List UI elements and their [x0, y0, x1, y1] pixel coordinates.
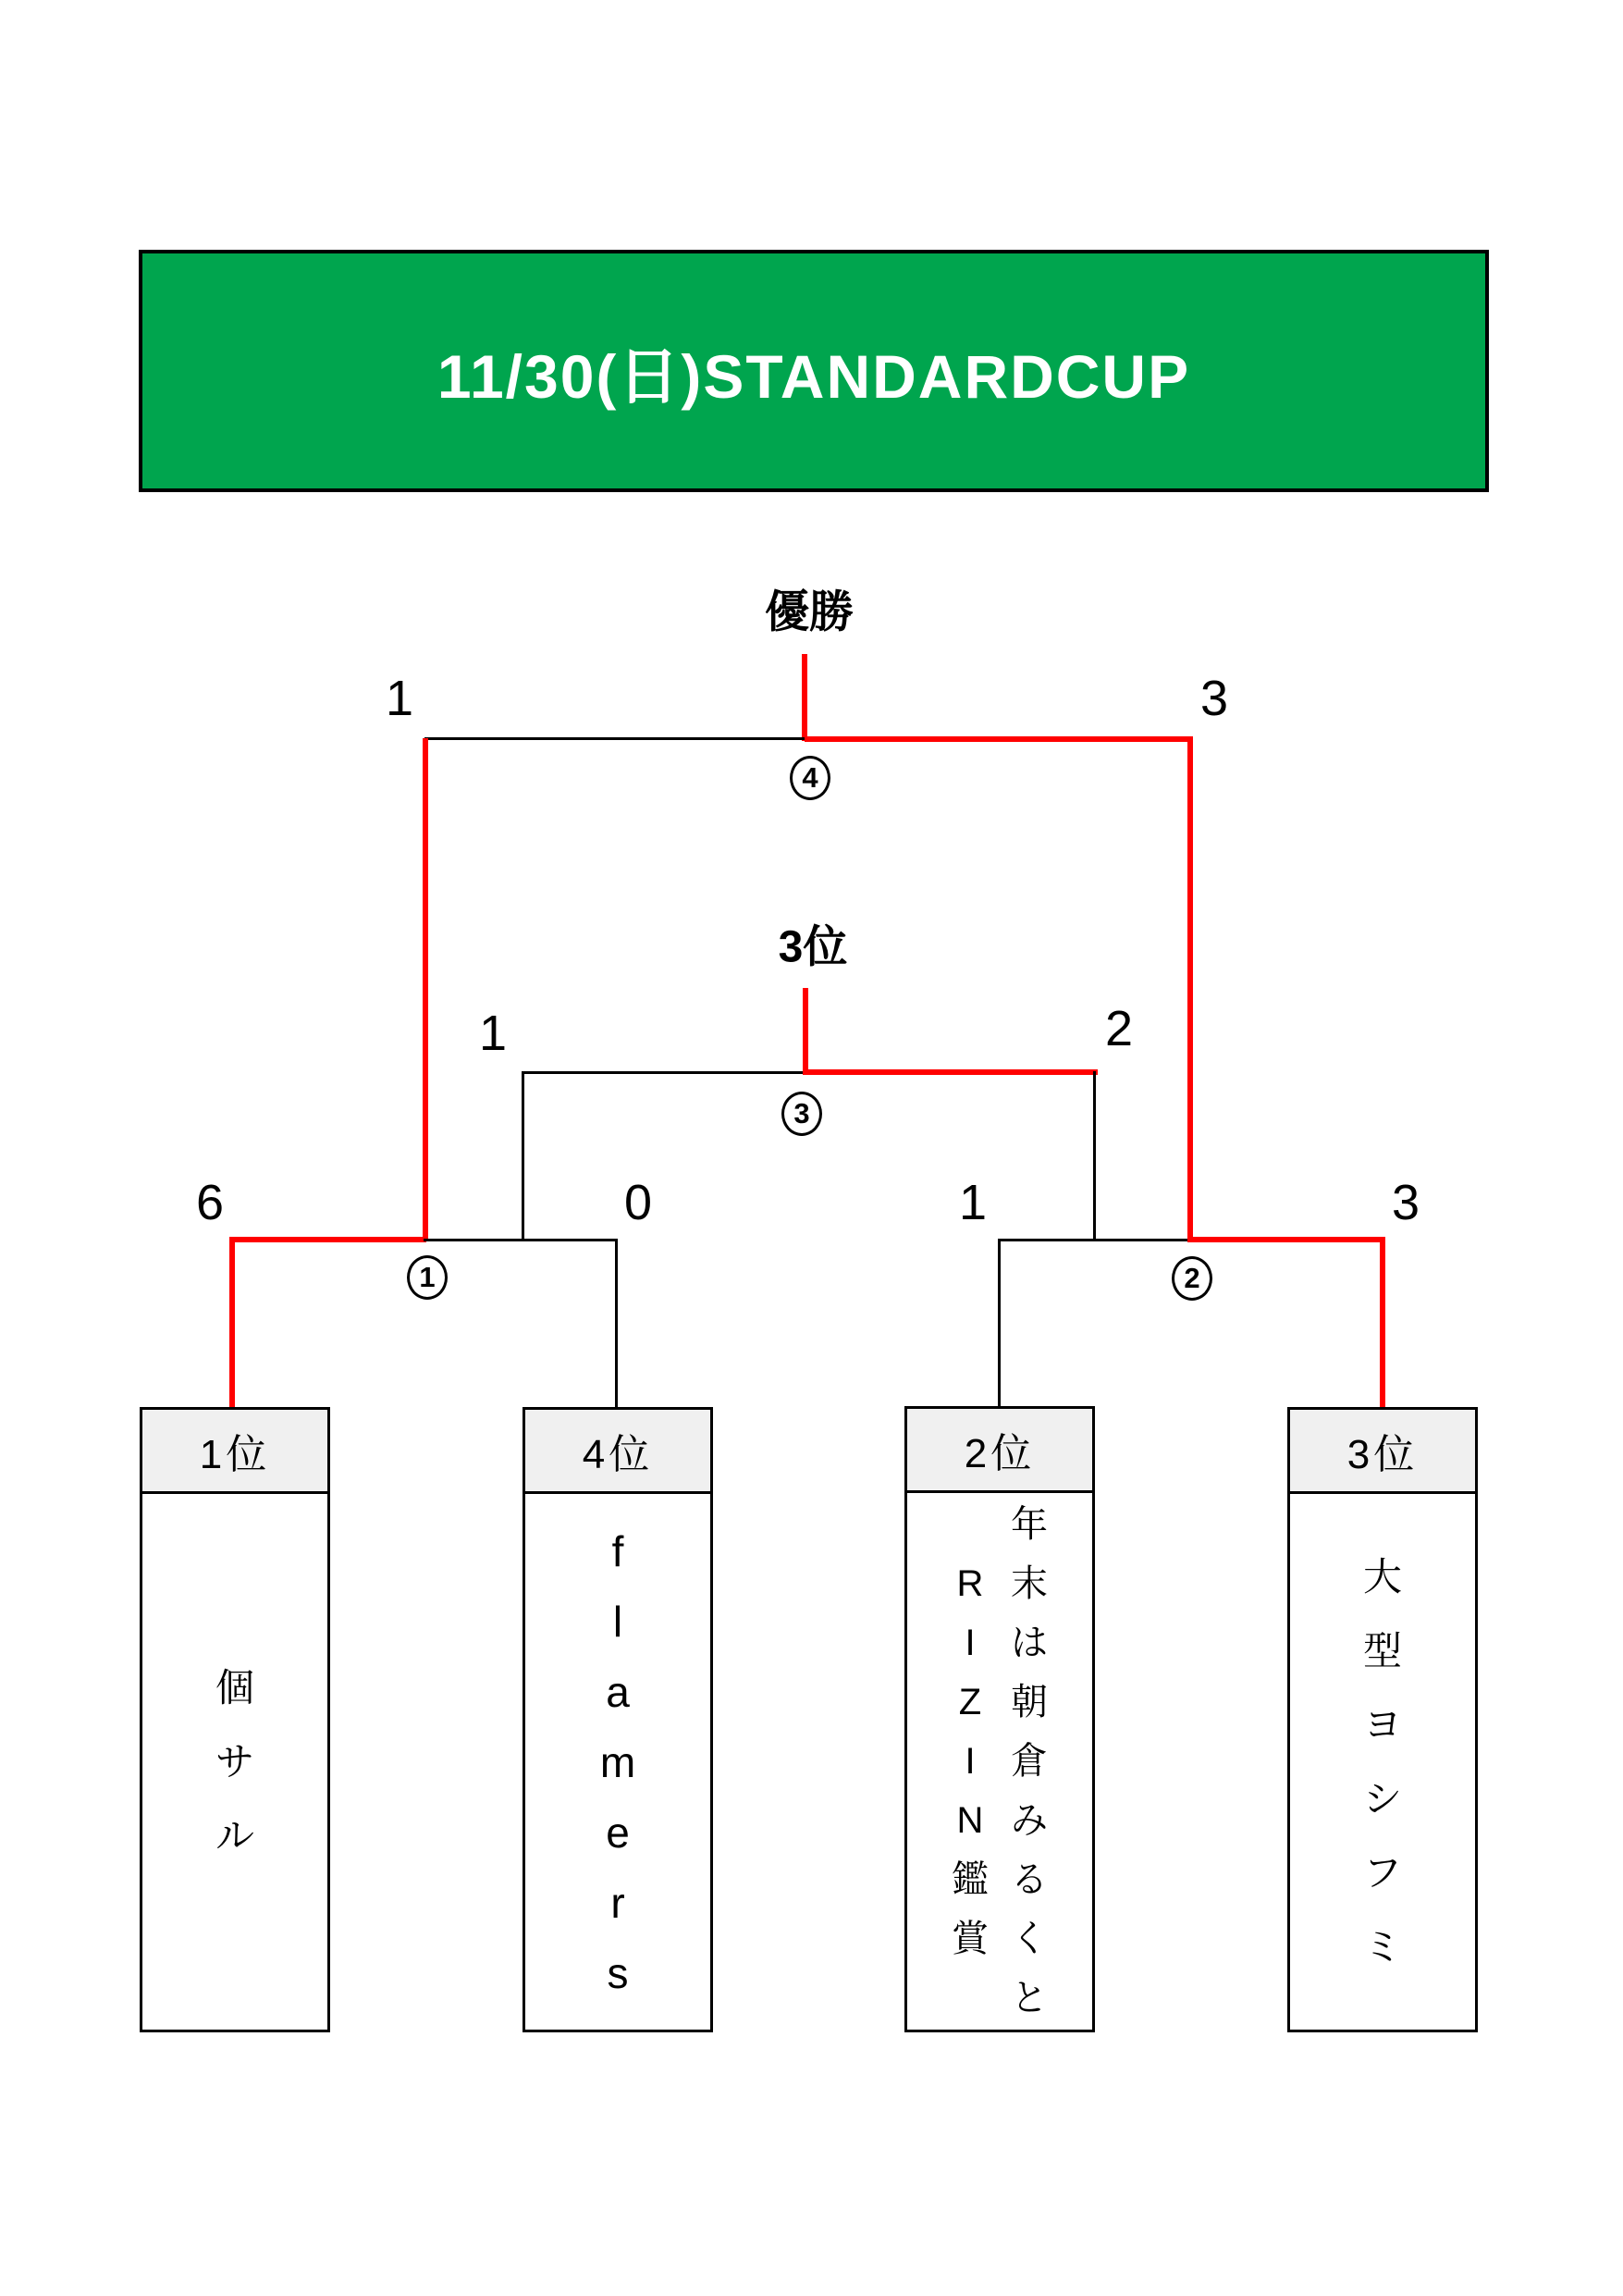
third-place-left-score: 1	[478, 1006, 508, 1061]
semi2-horizontal-right-line	[1187, 1237, 1385, 1242]
team-box-seed3	[1287, 1407, 1478, 2032]
final-right-branch-line	[1187, 736, 1193, 1241]
third-place-left-branch-line	[522, 1071, 524, 1241]
third-place-winner-stub-line	[803, 988, 808, 1075]
final-right-score: 3	[1199, 671, 1229, 726]
third-place-horizontal-left-line	[522, 1071, 805, 1074]
final-left-branch-line	[423, 738, 428, 1240]
final-horizontal-left-line	[424, 737, 807, 740]
team-name-column: f l a m e r s	[599, 1526, 636, 1997]
semi2-right-team-line	[1380, 1237, 1385, 1409]
semi1-left-team-line	[229, 1237, 235, 1409]
team-seed-label: 2位	[907, 1409, 1092, 1493]
semi1-right-team-line	[615, 1239, 618, 1409]
champion-label: 優勝	[764, 587, 855, 637]
semi1-right-score: 0	[623, 1175, 653, 1230]
team-seed-label: 3位	[1290, 1410, 1475, 1494]
semi2-left-score: 1	[958, 1175, 988, 1230]
final-left-score: 1	[385, 671, 414, 726]
semi1-match-number: 1	[407, 1255, 448, 1300]
team-box-seed2	[904, 1406, 1095, 2032]
team-name-column: 年 末 は 朝 倉 み る く と	[1011, 1504, 1048, 2018]
final-horizontal-right-line	[805, 736, 1193, 742]
team-name	[525, 1494, 710, 2030]
team-name-column: 個 サ ル	[215, 1665, 255, 1858]
team-name-column: 大 型 ヨ シ フ ミ	[1363, 1554, 1403, 1969]
team-name	[1290, 1494, 1475, 2030]
third-place-horizontal-right-line	[803, 1069, 1098, 1075]
final-match-number: 4	[790, 756, 830, 800]
team-name	[907, 1493, 1092, 2030]
team-name	[142, 1494, 327, 2030]
semi2-left-team-line	[998, 1239, 1001, 1409]
semi2-right-score: 3	[1391, 1175, 1420, 1230]
semi2-horizontal-left-line	[999, 1239, 1190, 1241]
semi1-left-score: 6	[195, 1175, 225, 1230]
title-banner	[139, 250, 1489, 492]
team-name-column: R I Z I N 鑑 賞	[952, 1563, 989, 1959]
final-winner-stub-line	[802, 654, 807, 741]
page-title: 11/30(日)STANDARDCUP	[436, 341, 1191, 411]
team-seed-label: 4位	[525, 1410, 710, 1494]
third-place-match-number: 3	[781, 1092, 822, 1136]
team-box-seed4	[523, 1407, 713, 2032]
semi1-horizontal-left-line	[229, 1237, 426, 1242]
team-seed-label: 1位	[142, 1410, 327, 1494]
third-place-label: 3位	[778, 922, 848, 972]
third-place-right-score: 2	[1104, 1001, 1134, 1056]
semi1-horizontal-right-line	[424, 1239, 618, 1241]
third-place-right-branch-line	[1093, 1071, 1096, 1241]
semi2-match-number: 2	[1172, 1256, 1212, 1301]
team-box-seed1	[140, 1407, 330, 2032]
